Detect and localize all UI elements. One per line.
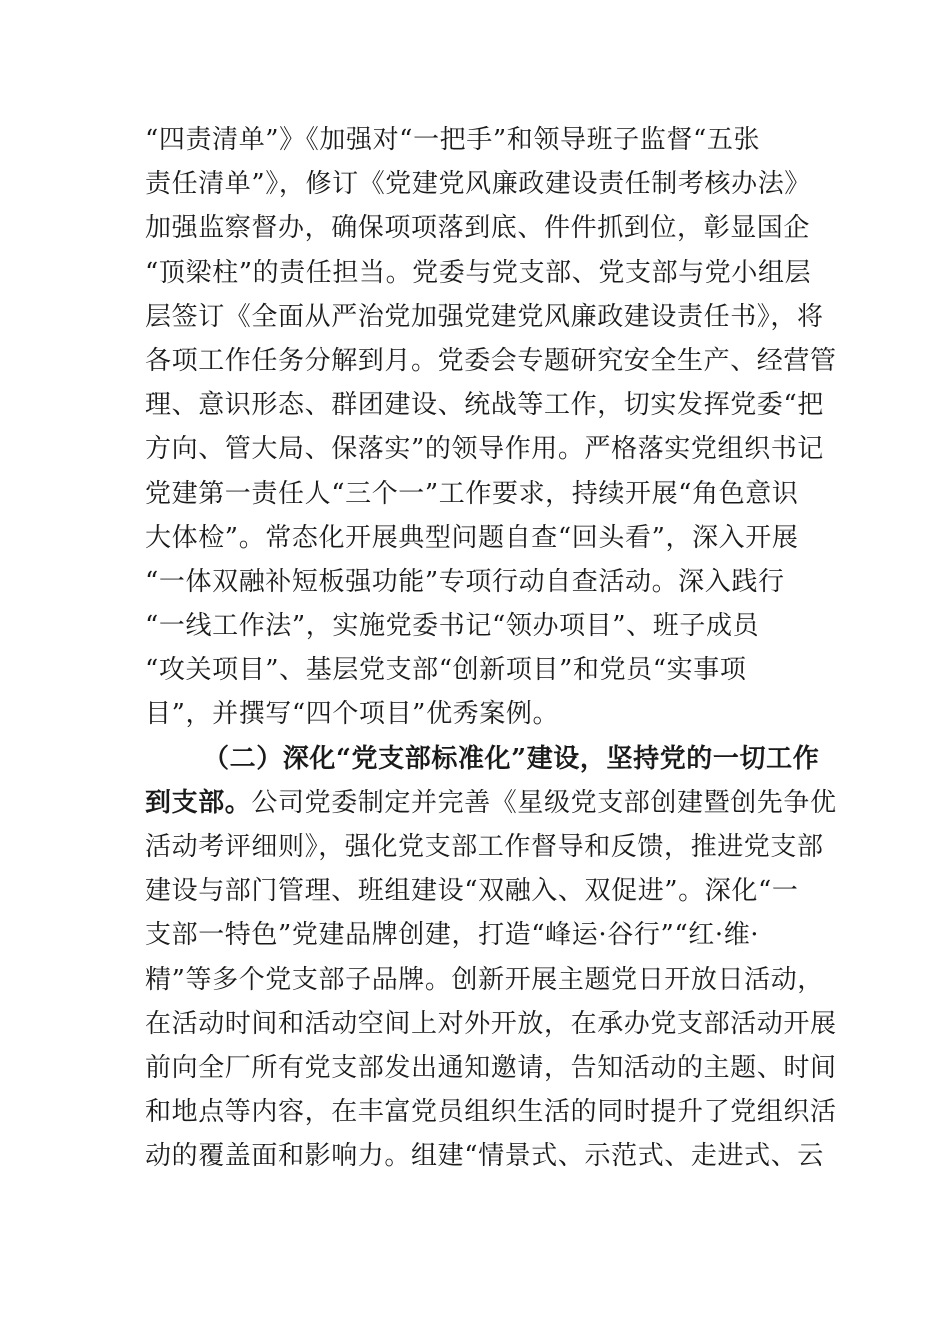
paragraph-1-line: “四责清单”》《加强对“一把手”和领导班子监督“五张 <box>145 125 761 155</box>
section-2-line: 精”等多个党支部子品牌。创新开展主题党日开放日活动， <box>145 964 824 995</box>
paragraph-1-line: 目”，并撰写“四个项目”优秀案例。 <box>145 699 560 730</box>
section-2-line: 支部一特色”党建品牌创建，打造“峰运·谷行”“红·维· <box>145 920 760 951</box>
paragraph-1-line: “攻关项目”、基层党支部“创新项目”和党员“实事项 <box>145 655 747 686</box>
section-2-line: 和地点等内容，在丰富党员组织生活的同时提升了党组织活 <box>145 1097 837 1128</box>
paragraph-1-line: 层签订《全面从严治党加强党建党风廉政建设责任书》，将 <box>145 301 824 332</box>
paragraph-1-line: 责任清单”》，修订《党建党风廉政建设责任制考核办法》 <box>145 169 811 200</box>
section-2-line <box>145 781 845 825</box>
section-2-heading-end: 到支部。 <box>145 787 252 818</box>
section-2-line: 建设与部门管理、班组建设“双融入、双促进”。深化“一 <box>145 876 799 907</box>
section-2-line: 在活动时间和活动空间上对外开放，在承办党支部活动开展 <box>145 1008 837 1039</box>
section-2-line: 活动考评细则》，强化党支部工作督导和反馈，推进党支部 <box>145 832 824 862</box>
paragraph-1-line: 加强监察督办，确保项项落到底、件件抓到位，彰显国企 <box>145 213 811 244</box>
section-2-line: 前向全厂所有党支部发出通知邀请，告知活动的主题、时间 <box>145 1052 837 1083</box>
paragraph-1-line: 大体检”。常态化开展典型问题自查“回头看”，深入开展 <box>145 522 799 553</box>
paragraph-1-line: 理、意识形态、群团建设、统战等工作，切实发挥党委“把 <box>145 390 824 421</box>
paragraph-1-line: 各项工作任务分解到月。党委会专题研究安全生产、经营管 <box>145 345 837 376</box>
paragraph-1-line: “一线工作法”，实施党委书记“领办项目”、班子成员 <box>145 611 760 642</box>
section-2-text: 公司党委制定并完善《星级党支部创建暨创先争优 <box>251 787 837 818</box>
paragraph-1-line: 党建第一责任人“三个一”工作要求，持续开展“角色意识 <box>145 478 799 509</box>
section-2-heading: （二）深化“党支部标准化”建设，坚持党的一切工作 <box>203 743 820 774</box>
section-2-line: 动的覆盖面和影响力。组建“情景式、示范式、走进式、云 <box>145 1141 824 1172</box>
document-body <box>145 118 845 1179</box>
paragraph-1-line: “一体双融补短板强功能”专项行动自查活动。深入践行 <box>145 566 785 597</box>
paragraph-1-line: 方向、管大局、保落实”的领导作用。严格落实党组织书记 <box>145 434 824 465</box>
paragraph-1-line: “顶梁柱”的责任担当。党委与党支部、党支部与党小组层 <box>145 257 812 288</box>
